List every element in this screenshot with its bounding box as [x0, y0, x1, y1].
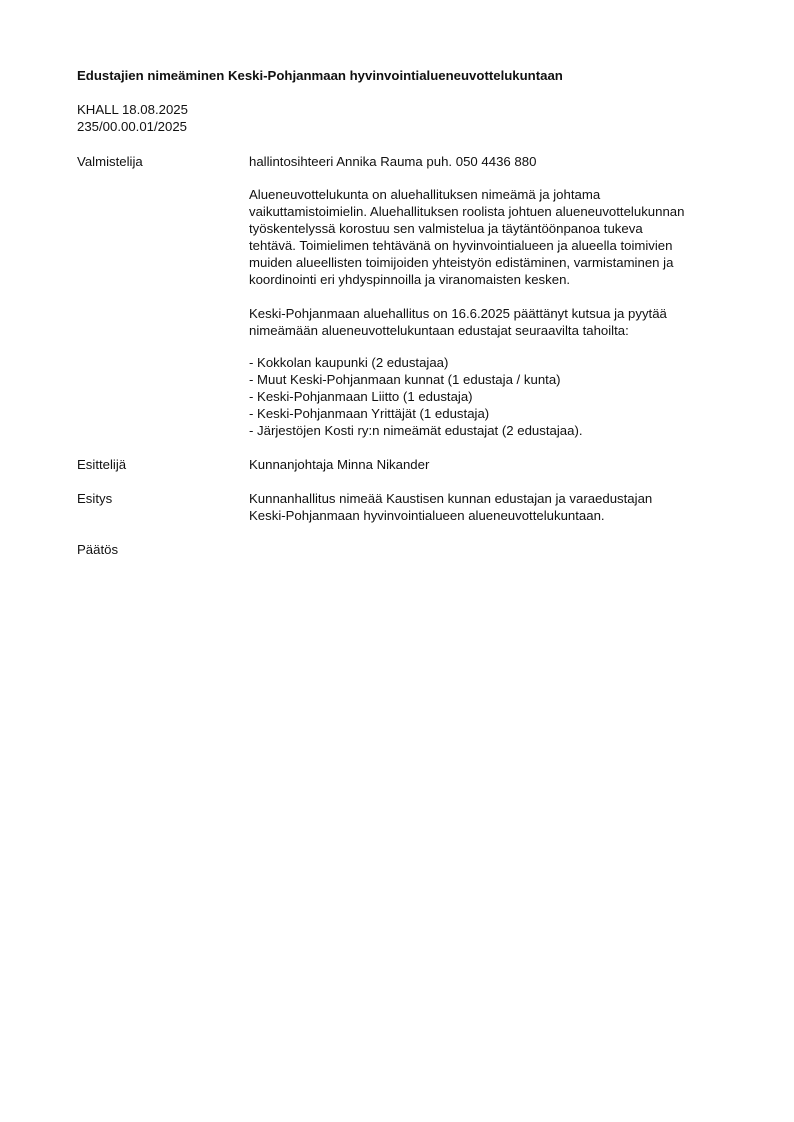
valmistelija-paragraph-2 [249, 305, 735, 339]
paragraph-line: muiden alueellisten toimijoiden yhteistyön edistäminen, varmistaminen ja [249, 255, 674, 270]
label-paatos: Päätös [77, 542, 119, 557]
valmistelija-paragraph-1 [249, 186, 735, 288]
esittelija-value: Kunnanjohtaja Minna Nikander [249, 457, 430, 472]
record-number: 235/00.00.01/2025 [77, 119, 188, 134]
paragraph-line: Alueneuvottelukunta on aluehallituksen nimeämä ja johtama [249, 187, 601, 202]
list-item: - Järjestöjen Kosti ry:n nimeämät edustajat (2 edustajaa). [249, 423, 583, 438]
paragraph-line: koordinointi eri yhdyspinnoilla ja viranomaisten kesken. [249, 272, 571, 287]
valmistelija-content [249, 153, 735, 170]
paragraph-line: Keski-Pohjanmaan aluehallitus on 16.6.2025 päättänyt kutsua ja pyytää [249, 306, 667, 321]
representatives-list [249, 354, 735, 439]
label-esittelija: Esittelijä [77, 457, 127, 472]
list-item: - Keski-Pohjanmaan Liitto (1 edustaja) [249, 389, 473, 404]
document-title: Edustajien nimeäminen Keski-Pohjanmaan hyvinvointialueneuvottelukuntaan [77, 68, 563, 83]
paragraph-line: tehtävä. Toimielimen tehtävänä on hyvinvointialueen ja alueella toimivien [249, 238, 673, 253]
esitys-line: Kunnanhallitus nimeää Kaustisen kunnan edustajan ja varaedustajan [249, 491, 653, 506]
paragraph-line: työskentelyssä korostuu sen valmistelua ja täytäntöönpanoa tukeva [249, 221, 643, 236]
paragraph-line: nimeämään alueneuvottelukuntaan edustajat seuraavilta tahoilta: [249, 323, 629, 338]
label-esitys: Esitys [77, 491, 113, 506]
representatives-list-block [249, 354, 735, 439]
meeting-reference: KHALL 18.08.2025 [77, 102, 188, 117]
list-item: - Muut Keski-Pohjanmaan kunnat (1 edustaja / kunta) [249, 372, 561, 387]
esitys-line: Keski-Pohjanmaan hyvinvointialueen alueneuvottelukuntaan. [249, 508, 605, 523]
list-item: - Kokkolan kaupunki (2 edustajaa) [249, 355, 449, 370]
document-meta [77, 101, 188, 135]
label-valmistelija: Valmistelija [77, 154, 143, 169]
preparer-info: hallintosihteeri Annika Rauma puh. 050 4436 880 [249, 154, 537, 169]
list-item: - Keski-Pohjanmaan Yrittäjät (1 edustaja) [249, 406, 490, 421]
paragraph-line: vaikuttamistoimielin. Aluehallituksen roolista johtuen alueneuvottelukunnan [249, 204, 685, 219]
esitys-content [249, 490, 735, 524]
